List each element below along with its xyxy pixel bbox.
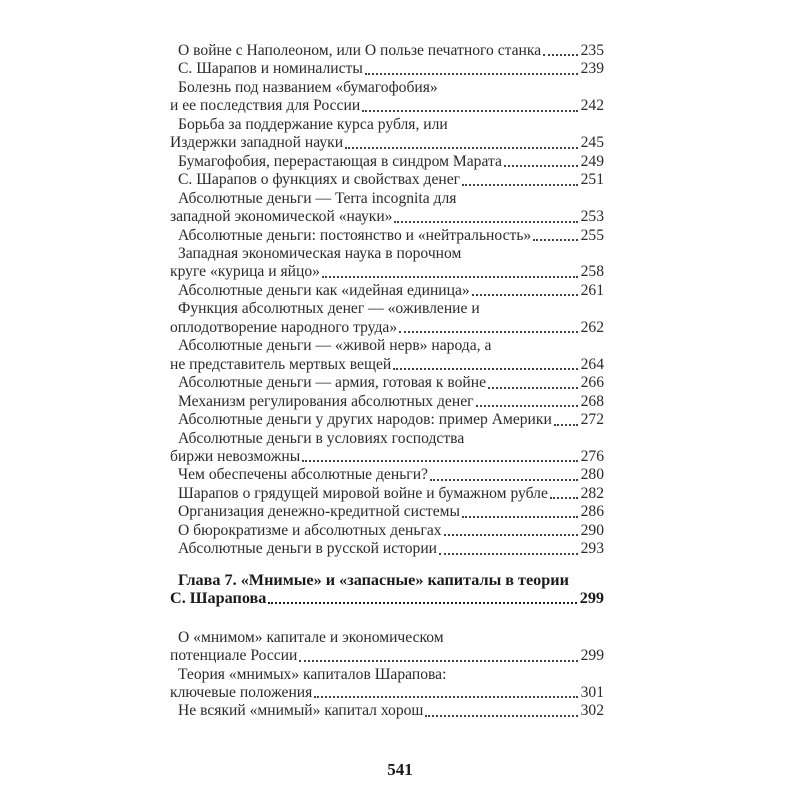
toc-page-number: 302: [580, 702, 604, 720]
toc-page-number: 280: [580, 466, 604, 484]
dot-leader: [302, 460, 577, 462]
toc-entry[interactable]: [170, 666, 604, 703]
dot-leader: [299, 660, 577, 662]
toc-entry-title: Болезнь под названием «бумагофобия»: [178, 78, 438, 96]
toc-entry-title: круге «курица и яйцо»: [170, 263, 320, 281]
page-number: 541: [387, 760, 413, 779]
toc-page-number: 268: [580, 392, 604, 410]
toc-entry[interactable]: [170, 430, 604, 467]
toc-entry-line: [170, 97, 604, 115]
toc-page-number: 242: [580, 97, 604, 115]
toc-entry-title: оплодотворение народного труда»: [170, 318, 398, 336]
toc-entry-line: [170, 282, 604, 300]
section-list: [170, 42, 604, 559]
toc-page-number: 276: [580, 447, 604, 465]
toc-entry-title: не представитель мертвых вещей: [170, 355, 392, 373]
toc-entry-line: [170, 411, 604, 429]
dot-leader: [425, 715, 577, 717]
toc-page-number: 258: [580, 263, 604, 281]
toc-page-number: 301: [580, 683, 604, 701]
toc-entry-title: Западная экономическая наука в порочном: [178, 244, 462, 262]
toc-page-number: 253: [580, 208, 604, 226]
dot-leader: [268, 602, 576, 604]
dot-leader: [365, 73, 578, 75]
toc-entry-title: С. Шарапов и номиналисты: [178, 60, 363, 78]
toc-entry-title: О «мнимом» капитале и экономическом: [178, 628, 444, 646]
toc-entry-line: [170, 171, 604, 189]
toc-page-number: 235: [580, 42, 604, 59]
dot-leader: [543, 54, 577, 56]
toc-page-number: 290: [580, 521, 604, 539]
toc-entry-line: [170, 319, 604, 337]
toc-entry[interactable]: [170, 60, 604, 78]
dot-leader: [362, 110, 577, 112]
toc-entry-line: [170, 503, 604, 521]
toc-entry-title: Издержки западной науки: [170, 134, 344, 152]
toc-page-number: 251: [580, 171, 604, 189]
toc-entry-line: [170, 300, 604, 318]
toc-page-number: 282: [580, 484, 604, 502]
toc-page-number: 249: [580, 152, 604, 170]
toc-entry-title: Чем обеспечены абсолютные деньги?: [178, 466, 428, 484]
toc-page-number: 261: [580, 281, 604, 299]
toc-entry-line: [170, 116, 604, 134]
toc-entry[interactable]: [170, 466, 604, 484]
toc-entry-title: Абсолютные деньги — Terra incognita для: [178, 189, 457, 207]
toc-entry-line: [170, 684, 604, 702]
dot-leader: [462, 184, 578, 186]
toc-page-number: 262: [580, 318, 604, 336]
toc-entry[interactable]: [170, 702, 604, 720]
toc-entry-title: Организация денежно-кредитной системы: [178, 503, 460, 521]
dot-leader: [430, 479, 578, 481]
toc-entry-title: западной экономической «науки»: [170, 208, 393, 226]
dot-leader: [476, 405, 578, 407]
toc-entry-line: [170, 190, 604, 208]
toc-entry-title: Шарапов о грядущей мировой войне и бумажном рубле: [178, 484, 548, 502]
toc-entry-title: Механизм регулирования абсолютных денег: [178, 392, 474, 410]
toc-entry[interactable]: [170, 522, 604, 540]
toc-entry-title: Абсолютные деньги в условиях господства: [178, 429, 465, 447]
toc-page-number: 272: [580, 411, 604, 429]
dot-leader: [439, 553, 578, 555]
dot-leader: [322, 276, 578, 278]
toc-entry-line: [170, 666, 604, 684]
toc-entry-title: Бумагофобия, перерастающая в синдром Марата: [178, 152, 502, 170]
toc-entry[interactable]: [170, 503, 604, 521]
dot-leader: [393, 368, 577, 370]
toc-entry-title: Абсолютные деньги — «живой нерв» народа, а: [178, 337, 492, 355]
toc-entry[interactable]: [170, 245, 604, 282]
toc-entry-line: [170, 430, 604, 448]
toc-entry-title: Абсолютные деньги — армия, готовая к войне: [178, 374, 486, 392]
toc-entry-title: Функция абсолютных денег — «оживление и: [178, 300, 480, 318]
toc-page-number: 239: [580, 60, 604, 78]
toc-page-number: 266: [580, 374, 604, 392]
dot-leader: [550, 497, 578, 499]
toc-entry[interactable]: [170, 227, 604, 245]
toc-entry-line: [170, 571, 604, 589]
toc-entry[interactable]: [170, 79, 604, 116]
toc-entry-title: О войне с Наполеоном, или О пользе печатного станка: [178, 42, 542, 59]
dot-leader: [314, 696, 577, 698]
toc-entry[interactable]: [170, 374, 604, 392]
toc-entry-title: биржи невозможны: [170, 447, 301, 465]
toc-entry[interactable]: [170, 171, 604, 189]
toc-entry-title: и ее последствия для России: [170, 97, 361, 115]
toc-entry-line: [170, 702, 604, 720]
toc-page-number: 299: [579, 589, 604, 608]
dot-leader: [345, 147, 578, 149]
toc-entry-line: [170, 589, 604, 607]
toc-entry[interactable]: [170, 42, 604, 60]
toc-page-number: 255: [580, 226, 604, 244]
toc-entry[interactable]: [170, 540, 604, 558]
toc-entry-title: Абсолютные деньги: постоянство и «нейтральность»: [178, 226, 532, 244]
toc-entry-line: [170, 393, 604, 411]
toc-entry-line: [170, 448, 604, 466]
toc-entry-line: [170, 485, 604, 503]
toc-entry[interactable]: [170, 116, 604, 153]
toc-entry-title: Теория «мнимых» капиталов Шарапова:: [178, 665, 447, 683]
toc-entry-line: [170, 153, 604, 171]
toc-entry-title: Не всякий «мнимый» капитал хорош: [178, 702, 424, 720]
dot-leader: [554, 424, 578, 426]
toc-entry-line: [170, 540, 604, 558]
dot-leader: [533, 239, 577, 241]
toc-entry-line: [170, 79, 604, 97]
chapter-heading: [170, 571, 604, 608]
toc-entry-title: ключевые положения: [170, 683, 313, 701]
toc-entry-line: [170, 227, 604, 245]
toc-entry-title: Абсолютные деньги как «идейная единица»: [178, 281, 470, 299]
toc-page-number: 293: [580, 540, 604, 558]
toc-entry-line: [170, 134, 604, 152]
dot-leader: [399, 331, 577, 333]
toc-entry-title: Борьба за поддержание курса рубля, или: [178, 115, 448, 133]
toc-entry-title: С. Шарапова: [170, 589, 267, 608]
toc-entry[interactable]: [170, 300, 604, 337]
toc-entry-title: Глава 7. «Мнимые» и «запасные» капиталы в теории: [178, 570, 569, 589]
toc-entry-title: Абсолютные деньги у других народов: пример Америки: [178, 411, 552, 429]
toc-entry[interactable]: [170, 393, 604, 411]
toc-entry[interactable]: [170, 629, 604, 666]
toc-page-number: 299: [580, 647, 604, 665]
toc-entry[interactable]: [170, 571, 604, 608]
table-of-contents: [170, 42, 604, 721]
toc-page-number: 245: [580, 134, 604, 152]
toc-entry[interactable]: [170, 337, 604, 374]
toc-entry-line: [170, 337, 604, 355]
toc-entry-line: [170, 629, 604, 647]
dot-leader: [394, 221, 577, 223]
toc-entry-line: [170, 356, 604, 374]
chapter-section-list: [170, 629, 604, 721]
dot-leader: [504, 165, 578, 167]
dot-leader: [488, 387, 578, 389]
toc-entry[interactable]: [170, 282, 604, 300]
toc-entry[interactable]: [170, 411, 604, 429]
dot-leader: [472, 294, 578, 296]
toc-page-number: 264: [580, 355, 604, 373]
toc-entry[interactable]: [170, 190, 604, 227]
toc-entry-title: потенциале России: [170, 647, 298, 665]
toc-entry-line: [170, 245, 604, 263]
toc-page-number: 286: [580, 503, 604, 521]
toc-entry-title: С. Шарапов о функциях и свойствах денег: [178, 171, 461, 189]
toc-entry-title: О бюрократизме и абсолютных деньгах: [178, 521, 442, 539]
dot-leader: [444, 534, 578, 536]
dot-leader: [462, 516, 578, 518]
toc-entry[interactable]: [170, 485, 604, 503]
toc-entry-title: Абсолютные деньги в русской истории: [178, 540, 438, 558]
toc-entry-line: [170, 647, 604, 665]
toc-entry-line: [170, 522, 604, 540]
toc-entry[interactable]: [170, 153, 604, 171]
toc-entry-line: [170, 42, 604, 60]
toc-entry-line: [170, 263, 604, 281]
toc-entry-line: [170, 208, 604, 226]
toc-entry-line: [170, 60, 604, 78]
toc-entry-line: [170, 466, 604, 484]
toc-entry-line: [170, 374, 604, 392]
